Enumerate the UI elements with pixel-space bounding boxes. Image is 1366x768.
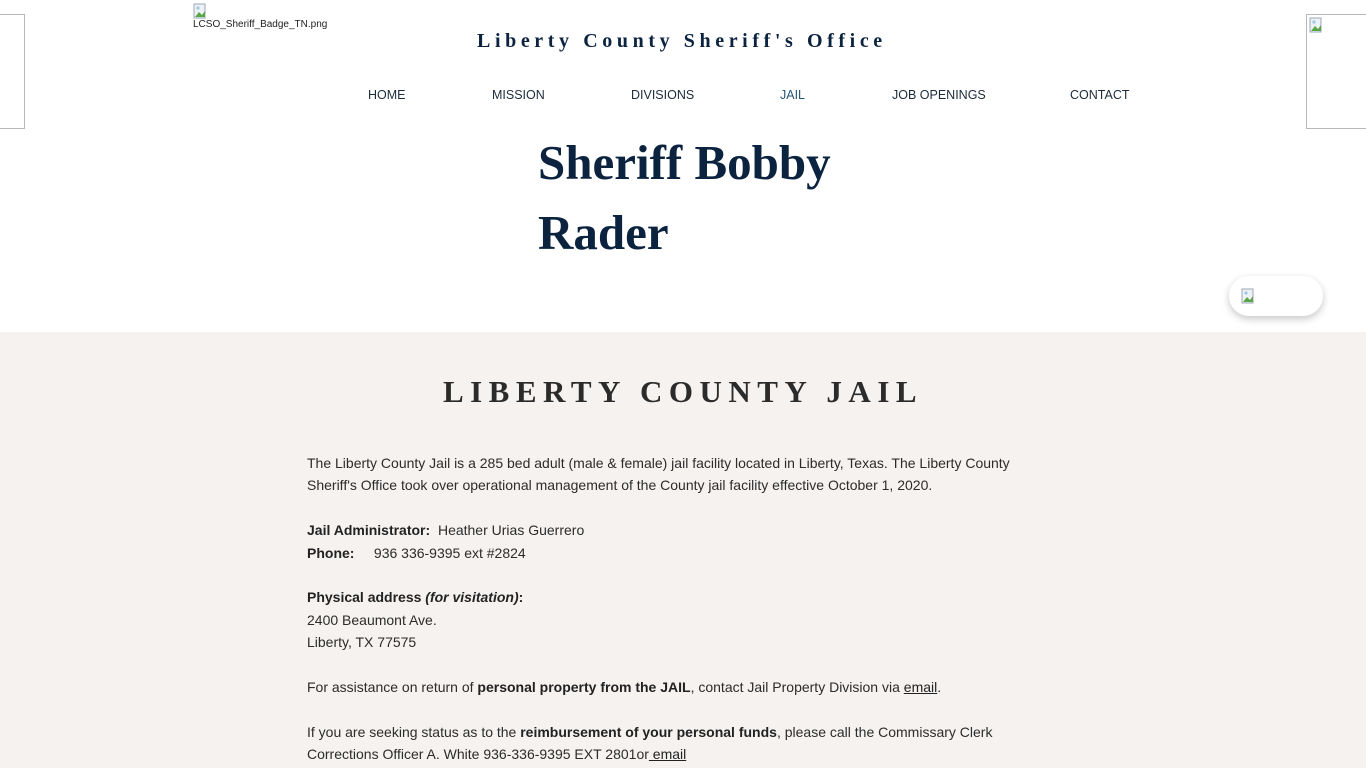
nav-job-openings[interactable]: JOB OPENINGS [892, 88, 986, 102]
funds-paragraph [307, 721, 1027, 766]
chat-widget-button[interactable] [1229, 276, 1323, 316]
hero-name-line1: Sheriff Bobby [538, 135, 831, 190]
address-line2: Liberty, TX 77575 [307, 634, 417, 651]
property-email-link[interactable]: email [903, 679, 938, 696]
funds-text: If you are seeking status as to the [307, 723, 521, 740]
address-heading [307, 586, 1027, 608]
nav-contact[interactable]: CONTACT [1070, 88, 1130, 102]
property-paragraph [307, 676, 1027, 698]
intro-paragraph: The Liberty County Jail is a 285 bed adult (male & female) jail facility located in Liberty, Texas. The Liberty County Sheriff's Office took over operational management of the County jail facility effective October 1, 2020. [307, 455, 1010, 494]
broken-image-icon [1241, 288, 1257, 304]
property-text: For assistance on return of [307, 679, 478, 696]
broken-image-icon [1309, 17, 1325, 33]
jail-section [0, 332, 1366, 768]
admin-label: Jail Administrator: [307, 522, 431, 539]
admin-line [307, 519, 1027, 541]
funds-bold: reimbursement of your personal funds [520, 723, 777, 740]
broken-image-icon [193, 3, 209, 19]
address-note: (for visitation) [425, 589, 519, 606]
hero-name-line2: Rader [538, 205, 669, 260]
left-banner-image [0, 14, 25, 129]
phone-value: 936 336-9395 ext #2824 [373, 544, 526, 561]
phone-label: Phone: [307, 544, 355, 561]
property-bold: personal property from the JAIL [477, 679, 691, 696]
main-nav [0, 88, 1366, 104]
phone-line [307, 542, 1027, 564]
address-label: Physical address [307, 589, 422, 606]
admin-value: Heather Urias Guerrero [437, 522, 585, 539]
address-colon: : [518, 589, 524, 606]
nav-divisions[interactable]: DIVISIONS [631, 88, 695, 102]
nav-jail[interactable]: JAIL [780, 88, 806, 102]
hero-name [538, 128, 858, 268]
address-line1: 2400 Beaumont Ave. [307, 611, 437, 628]
nav-home[interactable]: HOME [368, 88, 406, 102]
site-title: Liberty County Sheriff's Office [477, 30, 887, 52]
property-text-end: . [937, 679, 942, 696]
right-banner-image [1306, 14, 1366, 129]
section-title: LIBERTY COUNTY JAIL [442, 374, 924, 409]
logo-alt-text: LCSO_Sheriff_Badge_TN.png [193, 19, 328, 30]
site-header [0, 0, 1366, 332]
property-text-mid: , contact Jail Property Division via [690, 679, 904, 696]
logo-link[interactable] [193, 3, 327, 31]
funds-text-mid: , please call the Commissary Clerk Corrections Officer A. White 936-336-9395 EXT 2801or [307, 723, 993, 763]
jail-info [307, 452, 1027, 766]
funds-email-link[interactable]: email [648, 746, 687, 763]
nav-mission[interactable]: MISSION [492, 88, 545, 102]
